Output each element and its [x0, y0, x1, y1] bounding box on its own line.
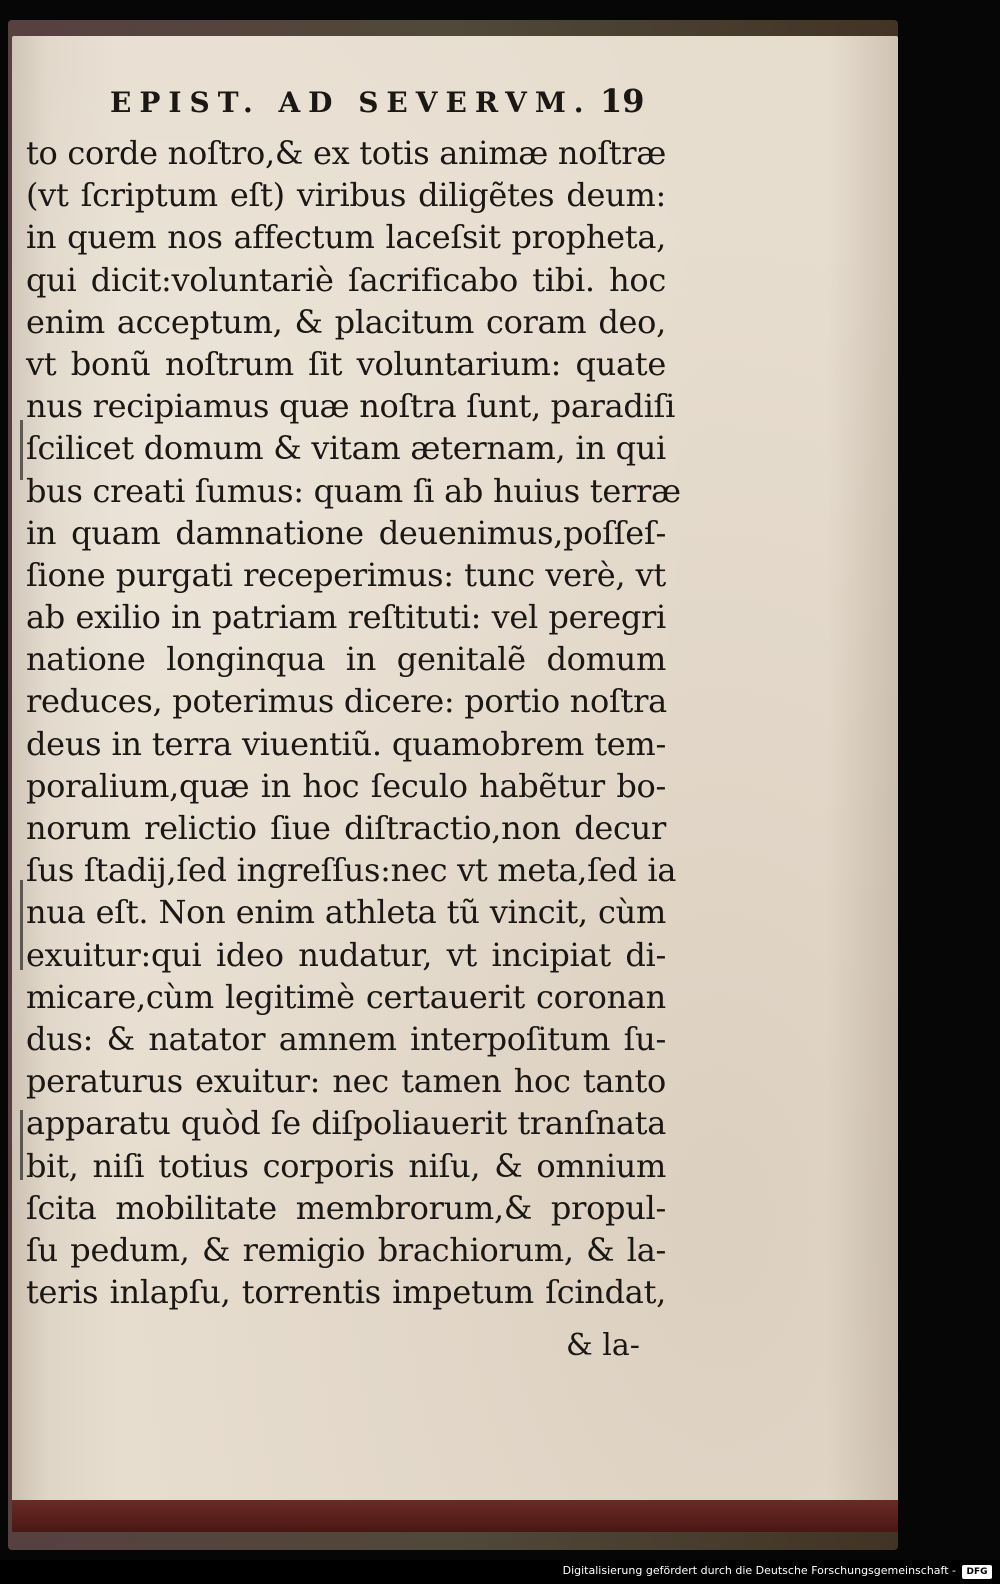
gutter-shadow-mark [20, 420, 23, 480]
text-line: ab exilio in patriam reſtituti: vel peregri [26, 598, 666, 637]
text-line: natione longinqua in genitalẽ domum [26, 640, 666, 679]
text-line: apparatu quòd ſe diſpoliauerit tranſnata [26, 1104, 666, 1143]
page-number: 19 [600, 82, 645, 120]
text-line: qui dicit:voluntariè ſacrificabo tibi. hoc [26, 260, 666, 299]
text-line: bus creati ſumus: quam ſi ab huius terræ [26, 471, 681, 510]
text-line: micare,cùm legitimè certauerit coronan [26, 977, 666, 1016]
text-line: to corde noſtro,& ex totis animæ noſtræ [26, 134, 667, 172]
text-line: ſu pedum, & remigio brachiorum, & la- [26, 1230, 666, 1269]
digitization-credit: Digitalisierung gefördert durch die Deutsche Forschungsgemeinschaft - [562, 1564, 956, 1577]
digitization-credit-bar [0, 1560, 1000, 1584]
page-bottom-edge [12, 1500, 898, 1532]
gutter-shadow-mark [20, 1110, 23, 1180]
dfg-logo-icon: DFG [962, 1565, 992, 1579]
gutter-shadow-mark [20, 880, 23, 970]
text-line: in quam damnatione deuenimus,poſſeſ- [26, 513, 666, 552]
text-line: norum relictio ſiue diſtractio,non decur [26, 809, 666, 847]
text-line: reduces, poterimus dicere: portio noſtra [26, 682, 667, 721]
text-line: exuitur:qui ideo nudatur, vt incipiat di- [26, 935, 666, 974]
text-line: ſcilicet domum & vitam æternam, in qui [26, 429, 666, 468]
page-header [100, 82, 660, 130]
text-line: ſcita mobilitate membrorum,& propul- [26, 1188, 666, 1227]
text-line: teris inlapſu, torrentis impetum ſcindat, [26, 1273, 666, 1312]
text-line: dus: & natator amnem interpoſitum ſu- [26, 1019, 666, 1058]
running-head: EPIST. AD SEVERVM. [110, 86, 592, 119]
catchword: & la- [566, 1328, 640, 1363]
text-line: nua eſt. Non enim athleta tũ vincit, cùm [26, 893, 666, 932]
text-line: deus in terra viuentiũ. quamobrem tem- [26, 724, 666, 763]
text-line: vt bonũ noſtrum ſit voluntarium: quate [26, 344, 666, 383]
text-line: poralium,quæ in hoc ſeculo habẽtur bo- [26, 766, 666, 805]
body-text [26, 132, 681, 1313]
text-line: enim acceptum, & placitum coram deo, [26, 302, 666, 341]
text-line: in quem nos affectum laceſsit propheta, [26, 218, 666, 257]
text-line: (vt ſcriptum eſt) viribus diligẽtes deum: [26, 176, 666, 215]
text-line: peraturus exuitur: nec tamen hoc tanto [26, 1062, 666, 1101]
text-line: ſus ſtadij,ſed ingreſſus:nec vt meta,ſed ia [26, 851, 677, 890]
text-line: nus recipiamus quæ noſtra ſunt, paradiſi [26, 387, 676, 426]
text-line: ſione purgati receperimus: tunc verè, vt [26, 555, 666, 594]
text-line: bit, niſi totius corporis niſu, & omnium [26, 1146, 666, 1185]
